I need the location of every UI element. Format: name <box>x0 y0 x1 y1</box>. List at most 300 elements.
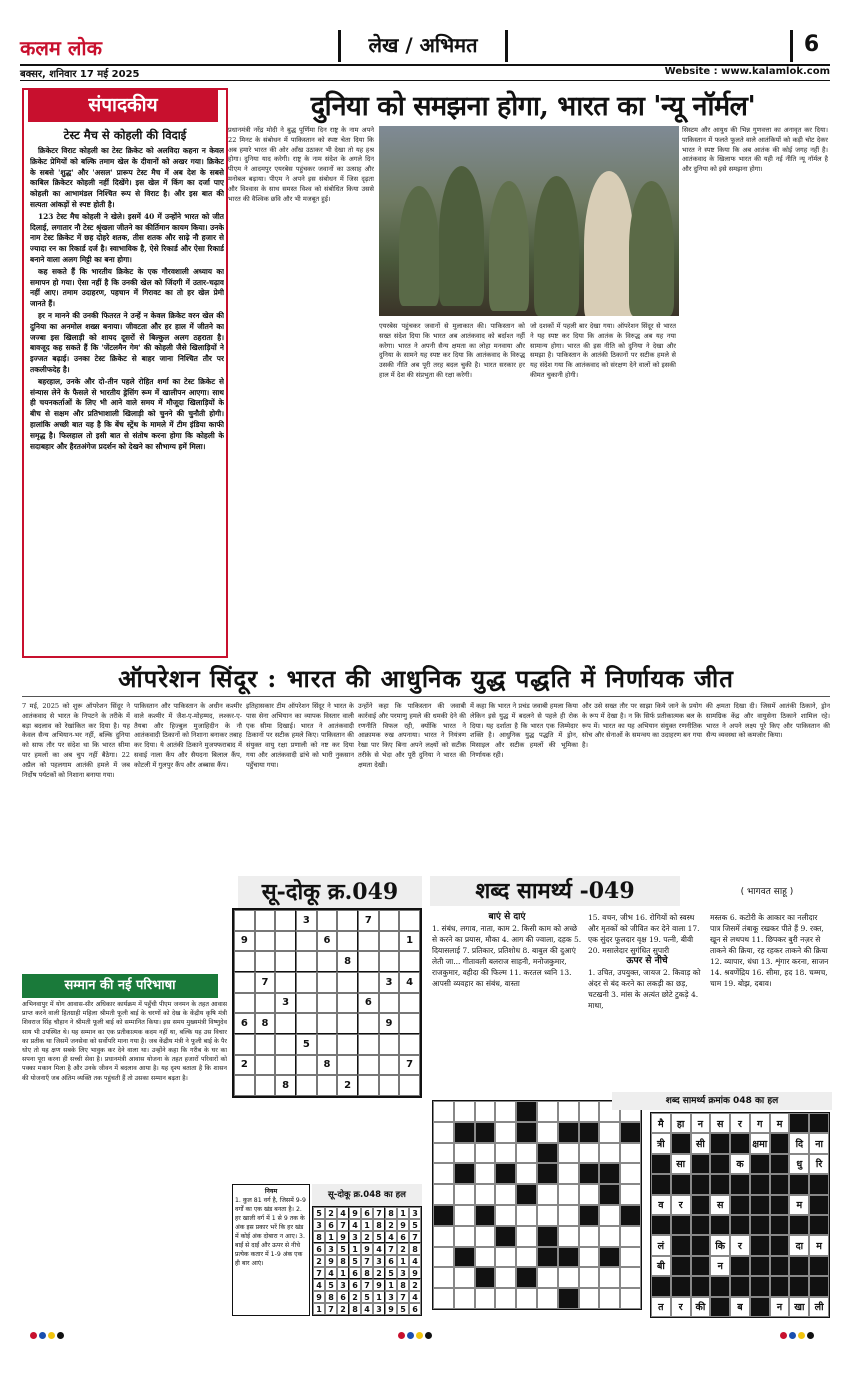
sudoku-cell[interactable] <box>337 1055 358 1076</box>
sudoku-cell[interactable] <box>275 951 296 972</box>
sudoku-cell[interactable] <box>317 993 338 1014</box>
sudoku-cell[interactable] <box>255 1034 276 1055</box>
crossword-cell[interactable] <box>558 1267 579 1288</box>
crossword-answer-cell <box>710 1215 730 1235</box>
crossword-cell[interactable] <box>516 1163 537 1184</box>
sudoku-cell[interactable] <box>234 1075 255 1096</box>
second-column: उन्होंने कहा कि पाकिस्तान की जवाबी कार्रवाई और परमाणु हमले की धमकी देने की रणनीति विफल रही, क्योंकि भारत ने आक्रामक रुख अपनाया। भारत ने नियंत्रण रेखा पार किए बिना अपने लक्ष्यों को सटीक तरीके से भेदा और पूरी दुनिया ने भारत की क्षमता देखी। <box>358 702 466 769</box>
sudoku-answer-cell: 6 <box>385 1255 397 1267</box>
editorial-body <box>30 146 224 652</box>
lead-column: जो दशकों में पहली बार देखा गया। ऑपरेशन सिंदूर से भारत ने यह स्पष्ट कर दिया कि आतंक के विरुद्ध अब यह नया सामान्य होगा। भारत की इस नीति को दुनिया ने देखा और समझा है। पाकिस्तान के आतंकी ठिकानों पर सटीक हमले से यह संदेश गया कि आतंकवाद को संरक्षण देने वालों को इसकी कीमत चुकानी होगी। <box>530 322 676 379</box>
crossword-cell[interactable] <box>433 1143 454 1164</box>
crossword-cell[interactable] <box>454 1288 475 1309</box>
sudoku-cell[interactable]: 7 <box>255 972 276 993</box>
sudoku-answer-cell: 9 <box>385 1303 397 1315</box>
sudoku-cell[interactable] <box>358 1013 379 1034</box>
crossword-answer-cell: सी <box>691 1133 711 1153</box>
sudoku-cell[interactable]: 4 <box>399 972 420 993</box>
samman-body: अभिनवापुर में योग आवास-सीर अधिकार कार्यक्रम में पहुँची पीएम जनमन के तहत आवास प्राप्त करने वाली हितग्राही महिला श्रीमती फूली बाई के चरणों को देख के केंद्रीय कृषि मंत्री शिवराज सिंह चौहान ने श्रीमती फूली बाई को सम्मानित किया। इस समय मुख्यमंत्री विष्णुदेव साय भी उपस्थित थे। यह सम्मान का एक प्रतीकात्मक कदम नहीं था, बल्कि यह उस विचार का प्रतीक था जिसमें जनसेवा को सर्वोपरि माना गया है। जब केंद्रीय मंत्री ने फूली बाई के पैर धोए तो यह क्षण सबके लिए भावुक कर देने वाला था। उन्होंने कहा कि गरीब के घर का सपना पूरा करना ही सच्ची सेवा है। प्रधानमंत्री आवास योजना के तहत हजारों परिवारों को पक्का मकान मिला है और उनके जीवन में बदलाव आया है। यह दृश्य बताता है कि शासन की योजनाएँ जब अंतिम व्यक्ति तक पहुंचती हैं तो उसका सम्मान बढ़ता है। <box>22 1001 227 1082</box>
page-number: 6 <box>790 30 830 62</box>
sudoku-cell[interactable] <box>317 910 338 931</box>
sudoku-cell[interactable] <box>379 910 400 931</box>
lead-column: सिस्टम और आयुध की भिन्न गुणवत्ता का अनावृत कर दिया। पाकिस्तान में फलते फूलते वाले आतंकियों को कड़ी चोट देकर भारत ने स्पष्ट किया कि अब आतंक की कोई जगह नहीं है। आतंकवाद के खिलाफ भारत की यही नई नीति न्यू नॉर्मल है और दुनिया को इसे समझना होगा। <box>682 126 828 174</box>
sudoku-cell[interactable]: 3 <box>379 972 400 993</box>
sudoku-cell[interactable] <box>317 972 338 993</box>
sudoku-answer-cell: 3 <box>397 1267 409 1279</box>
sudoku-answer-cell: 8 <box>313 1231 325 1243</box>
crossword-cell <box>579 1122 600 1143</box>
crossword-cell[interactable] <box>558 1143 579 1164</box>
divider <box>22 696 830 697</box>
sudoku-answer-cell: 5 <box>373 1231 385 1243</box>
crossword-cell[interactable] <box>599 1288 620 1309</box>
sudoku-cell[interactable] <box>358 931 379 952</box>
sudoku-cell[interactable] <box>275 1055 296 1076</box>
crossword-cell <box>579 1205 600 1226</box>
crossword-answer-cell: दि <box>789 1133 809 1153</box>
crossword-cell[interactable] <box>620 1247 641 1268</box>
sudoku-cell[interactable] <box>255 1055 276 1076</box>
crossword-answer-cell: की <box>691 1297 711 1317</box>
crossword-answer-cell: र <box>730 1113 750 1133</box>
crossword-cell <box>454 1163 475 1184</box>
sudoku-answer-cell: 1 <box>313 1303 325 1315</box>
sudoku-cell[interactable] <box>296 1055 317 1076</box>
crossword-answer-cell <box>770 1235 790 1255</box>
sudoku-cell[interactable] <box>358 1075 379 1096</box>
sudoku-answer-cell: 1 <box>397 1255 409 1267</box>
sudoku-answer-cell: 8 <box>337 1255 349 1267</box>
crossword-cell[interactable] <box>599 1205 620 1226</box>
editorial-paragraph: 123 टेस्ट मैच कोहली ने खेले। इसमें 40 में उन्होंने भारत को जीत दिलाई, लगातार नौ टेस्ट श्रृंखला जीतने का कीर्तिमान कायम किया। उनके नाम टेस्ट क्रिकेट में छह दोहरे शतक, तीस शतक और साढ़े नौ हजार से ज्यादा रन का रिकार्ड दर्ज है। स्वाभाविक है, ऐसे रिकार्ड और ऐसा रिकार्ड बनाने वाला अलग मिट्टी का बना होगा। <box>30 211 224 264</box>
crossword-answer-cell <box>809 1174 829 1194</box>
crossword-cell[interactable] <box>495 1267 516 1288</box>
sudoku-cell[interactable]: 7 <box>358 910 379 931</box>
crossword-cell <box>454 1122 475 1143</box>
crossword-answer-cell <box>750 1235 770 1255</box>
sudoku-cell[interactable]: 6 <box>234 1013 255 1034</box>
crossword-cell[interactable] <box>579 1143 600 1164</box>
crossword-cell <box>537 1163 558 1184</box>
crossword-cell <box>599 1163 620 1184</box>
crossword-answer-cell <box>750 1215 770 1235</box>
sudoku-cell[interactable]: 2 <box>337 1075 358 1096</box>
sudoku-answer-cell: 6 <box>349 1279 361 1291</box>
sudoku-answer-cell: 3 <box>337 1279 349 1291</box>
crossword-cell[interactable] <box>475 1163 496 1184</box>
crossword-cell[interactable] <box>579 1247 600 1268</box>
crossword-cell[interactable] <box>495 1143 516 1164</box>
crossword-cell[interactable] <box>537 1267 558 1288</box>
sudoku-answer-cell: 2 <box>373 1267 385 1279</box>
crossword-answer-cell: बी <box>651 1256 671 1276</box>
sudoku-cell[interactable]: 3 <box>275 993 296 1014</box>
crossword-cell[interactable] <box>620 1163 641 1184</box>
crossword-cell[interactable] <box>537 1205 558 1226</box>
sudoku-answer-cell: 9 <box>325 1255 337 1267</box>
crossword-cell[interactable] <box>599 1122 620 1143</box>
clue-text: 15. वचन, जीभ 16. रोगियों को स्वस्थ और मृतकों को जीवित कर देने वाला 17. एक सुंदर फूलदार वृक्ष 19. पत्नी, बीवी 20. मसालेदार सुगंधित सुपारी <box>588 913 700 955</box>
crossword-cell[interactable] <box>475 1226 496 1247</box>
sudoku-answer-cell: 4 <box>349 1219 361 1231</box>
clue-title: बाएं से दाएं <box>488 912 526 922</box>
sudoku-answer-cell: 2 <box>397 1243 409 1255</box>
crossword-cell[interactable] <box>433 1163 454 1184</box>
sudoku-cell[interactable] <box>296 972 317 993</box>
sudoku-cell[interactable] <box>399 1034 420 1055</box>
sudoku-cell[interactable]: 6 <box>317 931 338 952</box>
sudoku-cell[interactable]: 8 <box>255 1013 276 1034</box>
crossword-answer-cell <box>809 1195 829 1215</box>
editorial-title: टेस्ट मैच से कोहली की विदाई <box>63 128 187 142</box>
news-photo <box>379 126 679 316</box>
crossword-cell[interactable] <box>454 1184 475 1205</box>
crossword-answer-cell: सा <box>671 1154 691 1174</box>
sudoku-answer-cell: 9 <box>373 1279 385 1291</box>
sudoku-answer-cell: 9 <box>409 1267 421 1279</box>
sudoku-cell[interactable] <box>399 1075 420 1096</box>
sudoku-answer-cell: 7 <box>337 1219 349 1231</box>
sudoku-cell[interactable] <box>337 910 358 931</box>
sudoku-answer-cell: 1 <box>385 1279 397 1291</box>
crossword-cell[interactable] <box>599 1143 620 1164</box>
crossword-answer-cell: कि <box>710 1235 730 1255</box>
sudoku-answer-cell: 4 <box>373 1243 385 1255</box>
crossword-answer-cell <box>730 1195 750 1215</box>
sudoku-answer-cell: 6 <box>349 1267 361 1279</box>
sudoku-answer-cell: 9 <box>337 1231 349 1243</box>
crossword-cell[interactable] <box>537 1288 558 1309</box>
crossword-cell <box>495 1163 516 1184</box>
crossword-cell[interactable] <box>620 1143 641 1164</box>
sudoku-cell[interactable]: 9 <box>234 931 255 952</box>
crossword-cell[interactable] <box>579 1101 600 1122</box>
crossword-answer-cell: न <box>710 1256 730 1276</box>
sudoku-answer-cell: 4 <box>337 1207 349 1219</box>
sudoku-cell[interactable] <box>234 910 255 931</box>
sudoku-answer-cell: 2 <box>361 1231 373 1243</box>
crossword-cell[interactable] <box>579 1267 600 1288</box>
sudoku-cell[interactable] <box>234 951 255 972</box>
crossword-label: शब्द सामर्थ्य -049 <box>430 876 680 906</box>
sudoku-answer-cell: 7 <box>325 1303 337 1315</box>
sudoku-cell[interactable] <box>337 1034 358 1055</box>
sudoku-cell[interactable] <box>296 1075 317 1096</box>
color-dots <box>398 1332 432 1339</box>
crossword-answer-cell <box>671 1215 691 1235</box>
crossword-cell[interactable] <box>516 1205 537 1226</box>
sudoku-cell[interactable] <box>275 1013 296 1034</box>
sudoku-cell[interactable] <box>317 1034 338 1055</box>
crossword-cell <box>537 1143 558 1164</box>
crossword-cell[interactable] <box>454 1143 475 1164</box>
crossword-cell[interactable] <box>433 1226 454 1247</box>
sudoku-cell[interactable] <box>317 1013 338 1034</box>
crossword-answer-cell: स <box>710 1195 730 1215</box>
sudoku-cell[interactable] <box>399 910 420 931</box>
crossword-cell[interactable] <box>620 1226 641 1247</box>
sudoku-cell[interactable] <box>358 972 379 993</box>
crossword-cell[interactable] <box>475 1143 496 1164</box>
crossword-answer-cell <box>750 1174 770 1194</box>
sudoku-cell[interactable] <box>255 951 276 972</box>
sudoku-cell[interactable] <box>234 972 255 993</box>
samman-label: सम्मान की नई परिभाषा <box>22 974 218 998</box>
crossword-cell[interactable] <box>516 1143 537 1164</box>
sudoku-answer-cell: 5 <box>397 1303 409 1315</box>
crossword-cell[interactable] <box>454 1205 475 1226</box>
sudoku-cell[interactable]: 7 <box>399 1055 420 1076</box>
crossword-cell[interactable] <box>558 1101 579 1122</box>
crossword-cell[interactable] <box>558 1184 579 1205</box>
sudoku-cell[interactable] <box>337 993 358 1014</box>
color-dots <box>780 1332 814 1339</box>
sudoku-answer-cell: 2 <box>325 1207 337 1219</box>
crossword-answer-cell <box>750 1297 770 1317</box>
sudoku-cell[interactable] <box>399 993 420 1014</box>
crossword-answer-cell: र <box>671 1195 691 1215</box>
sudoku-answer-cell: 1 <box>337 1267 349 1279</box>
sudoku-cell[interactable] <box>399 951 420 972</box>
sudoku-answer-cell: 3 <box>385 1291 397 1303</box>
lead-column: प्रधानमंत्री नरेंद्र मोदी ने बुद्ध पूर्णिमा दिन राष्ट्र के नाम अपने 22 मिनट के संबोधन में पाकिस्तान को स्पष्ट चेता दिया कि अब हमारे भारत की ओर आँख उठाकर भी देखा तो यह हश्र होगा। दुनिया याद करेगी। राष्ट्र के नाम संदेश के अगले दिन पीएम ने आदमपुर एयरबेस पहुंचकर जवानों का उत्साह और मनोबल बढ़ाया। पीएम ने अपने इस संबोधन में जिस दृढ़ता और विश्वास के साथ समस्त विश्व को संबोधित किया उससे भारत की वैश्विक छवि और भी मजबूत हुई। <box>228 126 374 203</box>
clue-text: 1. संबंध, लगाव, नाता, काम 2. किसी काम को अच्छे से करने का प्रयास, मौका 4. आग की ज्वाला, दहक 5. दियासलाई 7. प्रतिकार, प्रतिशोध 8. बाबुल की दुआएं लेती जा... गीतावली बलराज साहनी, मनोजकुमार, राजकुमार, वहीदा की फिल्म 11. करतल ध्वनि 13. आपसी व्यवहार का संबंध, वास्ता <box>432 924 582 988</box>
footer <box>0 1330 850 1376</box>
crossword-cell[interactable] <box>516 1288 537 1309</box>
crossword-answer-cell: र <box>730 1235 750 1255</box>
crossword-cell[interactable] <box>433 1122 454 1143</box>
crossword-cell[interactable] <box>433 1247 454 1268</box>
dateline: बक्सर, शनिवार 17 मई 2025 <box>20 69 140 80</box>
sudoku-answer-cell: 5 <box>349 1255 361 1267</box>
clue-text: मस्तक 6. कटोरी के आकार का नलीदार पात्र जिसमें तंबाकू रखकर पीते हैं 9. रक्त, खून से लथपथ 11. छिपकर बुरी नज़र से ताकने की क्रिया, रह रहकर ताकने की क्रिया 12. व्यापार, धंधा 13. शृंगार करना, साजन 14. श्रवणेंद्रिय 16. सीमा, हद 18. चम्मच, चाम 19. बोझ, दबाव। <box>710 913 829 988</box>
crossword-cell <box>537 1247 558 1268</box>
crossword-answer-cell: ग <box>750 1113 770 1133</box>
sudoku-cell[interactable] <box>379 993 400 1014</box>
crossword-answer-cell: न <box>770 1297 790 1317</box>
sudoku-cell[interactable] <box>358 1055 379 1076</box>
clue-title: ऊपर से नीचे <box>626 956 668 966</box>
clue-text: 1. उचित, उपयुक्त, जायज 2. किवाड़ को अंदर से बंद करने का लकड़ी का छड़, चटखनी 3. मांस के अत्यंत छोटे टुकड़े 4. माथा, <box>588 968 701 1010</box>
crossword-cell[interactable] <box>579 1288 600 1309</box>
sudoku-answer-cell: 6 <box>361 1207 373 1219</box>
sudoku-answer-cell: 2 <box>409 1279 421 1291</box>
sudoku-cell[interactable] <box>296 951 317 972</box>
crossword-cell <box>579 1163 600 1184</box>
second-column: में कहा कि भारत ने प्रचंड जवाबी हमला किया लेकिन इसे युद्ध में बदलने से पहले ही रोक दिया। यह दर्शाता है कि भारत एक जिम्मेदार शक्ति है। आधुनिक युद्ध पद्धति में ड्रोन, मिसाइल और सटीक हमलों की भूमिका निर्णायक रही। <box>470 702 578 759</box>
sudoku-cell[interactable] <box>358 951 379 972</box>
sudoku-cell[interactable] <box>358 1034 379 1055</box>
crossword-answer-cell <box>710 1174 730 1194</box>
crossword-answer-cell <box>691 1195 711 1215</box>
crossword-answer-cell <box>710 1133 730 1153</box>
crossword-cell[interactable] <box>433 1288 454 1309</box>
sudoku-cell[interactable] <box>337 1013 358 1034</box>
crossword-cell <box>516 1184 537 1205</box>
sudoku-answer-cell: 6 <box>409 1303 421 1315</box>
sudoku-answer-cell: 1 <box>373 1291 385 1303</box>
sudoku-cell[interactable] <box>399 1013 420 1034</box>
sudoku-cell[interactable]: 2 <box>234 1055 255 1076</box>
crossword-answer-cell <box>770 1256 790 1276</box>
sudoku-answer-cell: 1 <box>325 1231 337 1243</box>
crossword-answer-cell <box>691 1154 711 1174</box>
sudoku-answer-cell: 7 <box>361 1279 373 1291</box>
sudoku-cell[interactable] <box>379 1034 400 1055</box>
sudoku-cell[interactable] <box>275 931 296 952</box>
sudoku-cell[interactable] <box>317 951 338 972</box>
crossword-cell[interactable] <box>495 1205 516 1226</box>
sudoku-cell[interactable] <box>234 1034 255 1055</box>
clues-across <box>432 912 582 989</box>
crossword-cell[interactable] <box>495 1184 516 1205</box>
second-column: पाकिस्तान और पाकिस्तान के अधीन कश्मीर वाले कश्मीर में जैश-ए-मोहम्मद, लश्कर-ए-तैयबा और हिज्बुल मुजाहिदीन के नौ आतंकवादी ठिकानों को निशाना बनाकर तबाह कर दिया। ये आतंकी ठिकाने मुजफ्फराबाद में सवाई नाला कैंप और सैयदना बिलाल कैंप, कोटली में गुलपुर कैंप और अब्बास कैंप। <box>134 702 242 769</box>
crossword-answer-cell: र <box>671 1297 691 1317</box>
crossword-cell[interactable] <box>495 1247 516 1268</box>
sudoku-cell[interactable]: 8 <box>317 1055 338 1076</box>
sudoku-cell[interactable]: 5 <box>296 1034 317 1055</box>
sudoku-answer-grid <box>312 1206 422 1316</box>
crossword-cell <box>620 1122 641 1143</box>
crossword-cell[interactable] <box>599 1226 620 1247</box>
sudoku-answer-cell: 1 <box>361 1219 373 1231</box>
crossword-answer-cell <box>770 1154 790 1174</box>
crossword-cell[interactable] <box>516 1226 537 1247</box>
crossword-answer-cell: दा <box>789 1235 809 1255</box>
crossword-cell[interactable] <box>495 1122 516 1143</box>
sudoku-cell[interactable]: 1 <box>399 931 420 952</box>
crossword-cell[interactable] <box>599 1267 620 1288</box>
sudoku-cell[interactable] <box>255 931 276 952</box>
sudoku-cell[interactable] <box>255 910 276 931</box>
sudoku-cell[interactable] <box>275 1034 296 1055</box>
crossword-cell[interactable] <box>495 1101 516 1122</box>
sudoku-cell[interactable] <box>379 1055 400 1076</box>
crossword-cell[interactable] <box>620 1288 641 1309</box>
sudoku-cell[interactable]: 8 <box>275 1075 296 1096</box>
crossword-answer-cell: क्षमा <box>750 1133 770 1153</box>
crossword-cell[interactable] <box>475 1288 496 1309</box>
sudoku-cell[interactable] <box>275 910 296 931</box>
sudoku-cell[interactable] <box>296 1013 317 1034</box>
crossword-answer-cell: धु <box>789 1154 809 1174</box>
crossword-answer-cell <box>770 1195 790 1215</box>
sudoku-cell[interactable] <box>379 1075 400 1096</box>
sudoku-answer-cell: 4 <box>409 1291 421 1303</box>
clues-down <box>710 912 830 989</box>
crossword-cell <box>558 1288 579 1309</box>
sudoku-grid[interactable] <box>232 908 422 1098</box>
crossword-cell[interactable] <box>537 1184 558 1205</box>
crossword-answer-cell <box>691 1256 711 1276</box>
crossword-cell[interactable] <box>558 1226 579 1247</box>
crossword-cell[interactable] <box>516 1247 537 1268</box>
sudoku-cell[interactable] <box>379 951 400 972</box>
sudoku-answer-cell: 5 <box>361 1291 373 1303</box>
sudoku-answer-cell: 9 <box>397 1219 409 1231</box>
crossword-answer-grid <box>650 1112 830 1318</box>
crossword-cell[interactable] <box>454 1101 475 1122</box>
sudoku-answer-cell: 3 <box>349 1231 361 1243</box>
crossword-cell <box>599 1184 620 1205</box>
crossword-answer-cell: म <box>770 1113 790 1133</box>
crossword-cell[interactable] <box>579 1226 600 1247</box>
sudoku-answer-cell: 4 <box>409 1255 421 1267</box>
crossword-cell[interactable] <box>579 1184 600 1205</box>
crossword-cell[interactable] <box>433 1184 454 1205</box>
sudoku-answer-cell: 7 <box>385 1243 397 1255</box>
crossword-cell[interactable] <box>620 1184 641 1205</box>
lead-headline: दुनिया को समझना होगा, भारत का 'न्यू नॉर्मल' <box>310 91 756 122</box>
sudoku-answer-cell: 5 <box>385 1267 397 1279</box>
sudoku-cell[interactable]: 9 <box>379 1013 400 1034</box>
crossword-cell[interactable] <box>475 1247 496 1268</box>
sudoku-cell[interactable]: 6 <box>358 993 379 1014</box>
crossword-answer-cell <box>750 1276 770 1296</box>
sudoku-answer-cell: 4 <box>361 1303 373 1315</box>
crossword-answer-cell <box>750 1256 770 1276</box>
sudoku-cell[interactable] <box>255 1075 276 1096</box>
crossword-answer-cell <box>789 1276 809 1296</box>
crossword-answer-cell <box>671 1256 691 1276</box>
sudoku-cell[interactable] <box>337 931 358 952</box>
editorial-paragraph: बहरहाल, उनके और दो-तीन पहले रोहित शर्मा का टेस्ट क्रिकेट से संन्यास लेने के फैसले से भारतीय ड्रेसिंग रूम में खालीपन आएगा। साथ ही चयनकर्ताओं के लिए भी आने वाले समय में मौजूदा खिलाड़ियों के बीच से सक्षम और प्रतिभाशाली खिलाड़ी को चुनने की चुनौती होगी। हालांकि अच्छी बात यह है कि बेंच स्ट्रेंथ के मामले में टीम इंडिया काफी समृद्ध है। फिलहाल तो इसी बात से संतोष करना होगा कि कोहली के सदाबहार और हैरतअंगेज प्रदर्शन को देखने का सौभाग्य हमें मिला। <box>30 376 224 451</box>
rules-text: 1. कुल 81 वर्ग है, जिसमें 9-9 वर्गों का एक खंड बनता है। 2. हर खाली वर्ग में 1 से 9 तक के अंक इस प्रकार भरें कि हर खंड में कोई अंक दोबारा न आए। 3. बाईं से दाईं और ऊपर से नीचे प्रत्येक कतार में 1-9 अंक एक ही बार आएं। <box>235 1197 306 1267</box>
crossword-cell[interactable] <box>475 1184 496 1205</box>
sudoku-answer-cell: 7 <box>361 1255 373 1267</box>
crossword-answer-cell: रि <box>809 1154 829 1174</box>
crossword-cell[interactable] <box>495 1288 516 1309</box>
sudoku-answer-cell: 2 <box>337 1303 349 1315</box>
crossword-cell[interactable] <box>537 1101 558 1122</box>
sudoku-cell[interactable]: 3 <box>296 910 317 931</box>
sudoku-cell[interactable] <box>275 972 296 993</box>
sudoku-cell[interactable]: 8 <box>337 951 358 972</box>
crossword-answer-cell <box>789 1256 809 1276</box>
crossword-answer-cell: लं <box>651 1235 671 1255</box>
sudoku-cell[interactable] <box>255 993 276 1014</box>
crossword-answer-cell <box>730 1215 750 1235</box>
sudoku-cell[interactable] <box>317 1075 338 1096</box>
sudoku-answer-cell: 6 <box>337 1291 349 1303</box>
crossword-answer-cell <box>691 1235 711 1255</box>
crossword-cell[interactable] <box>620 1267 641 1288</box>
crossword-cell[interactable] <box>454 1267 475 1288</box>
website-link[interactable]: Website : www.kalamlok.com <box>664 66 830 77</box>
sudoku-cell[interactable] <box>337 972 358 993</box>
crossword-answer-cell: व <box>651 1195 671 1215</box>
crossword-answer-cell: त्री <box>651 1133 671 1153</box>
crossword-cell <box>558 1122 579 1143</box>
crossword-cell[interactable] <box>475 1101 496 1122</box>
crossword-cell[interactable] <box>454 1226 475 1247</box>
crossword-cell[interactable] <box>558 1205 579 1226</box>
crossword-grid[interactable] <box>432 1100 642 1310</box>
sudoku-answer-cell: 3 <box>325 1243 337 1255</box>
crossword-cell[interactable] <box>433 1101 454 1122</box>
sudoku-answer-cell: 4 <box>385 1231 397 1243</box>
sudoku-cell[interactable] <box>379 931 400 952</box>
crossword-cell[interactable] <box>433 1267 454 1288</box>
sudoku-cell[interactable] <box>234 993 255 1014</box>
crossword-cell[interactable] <box>558 1163 579 1184</box>
crossword-cell[interactable] <box>537 1122 558 1143</box>
second-column: इतिहासकार टीम ऑपरेशन सिंदूर ने भारत के पास सेना अभियान का व्यापक विस्तार वाली एक सीमा दिखाई। भारत ने आतंकवादी ठिकानों पर सटीक हमले किए। पाकिस्तान की संयुक्त वायु रक्षा प्रणाली को नष्ट कर दिया गया और आतंकवादी ढांचे को भारी नुकसान पहुँचाया गया। <box>246 702 354 769</box>
crossword-answer-cell <box>691 1276 711 1296</box>
sudoku-cell[interactable] <box>296 993 317 1014</box>
sudoku-cell[interactable] <box>296 931 317 952</box>
sudoku-answer-cell: 3 <box>373 1255 385 1267</box>
